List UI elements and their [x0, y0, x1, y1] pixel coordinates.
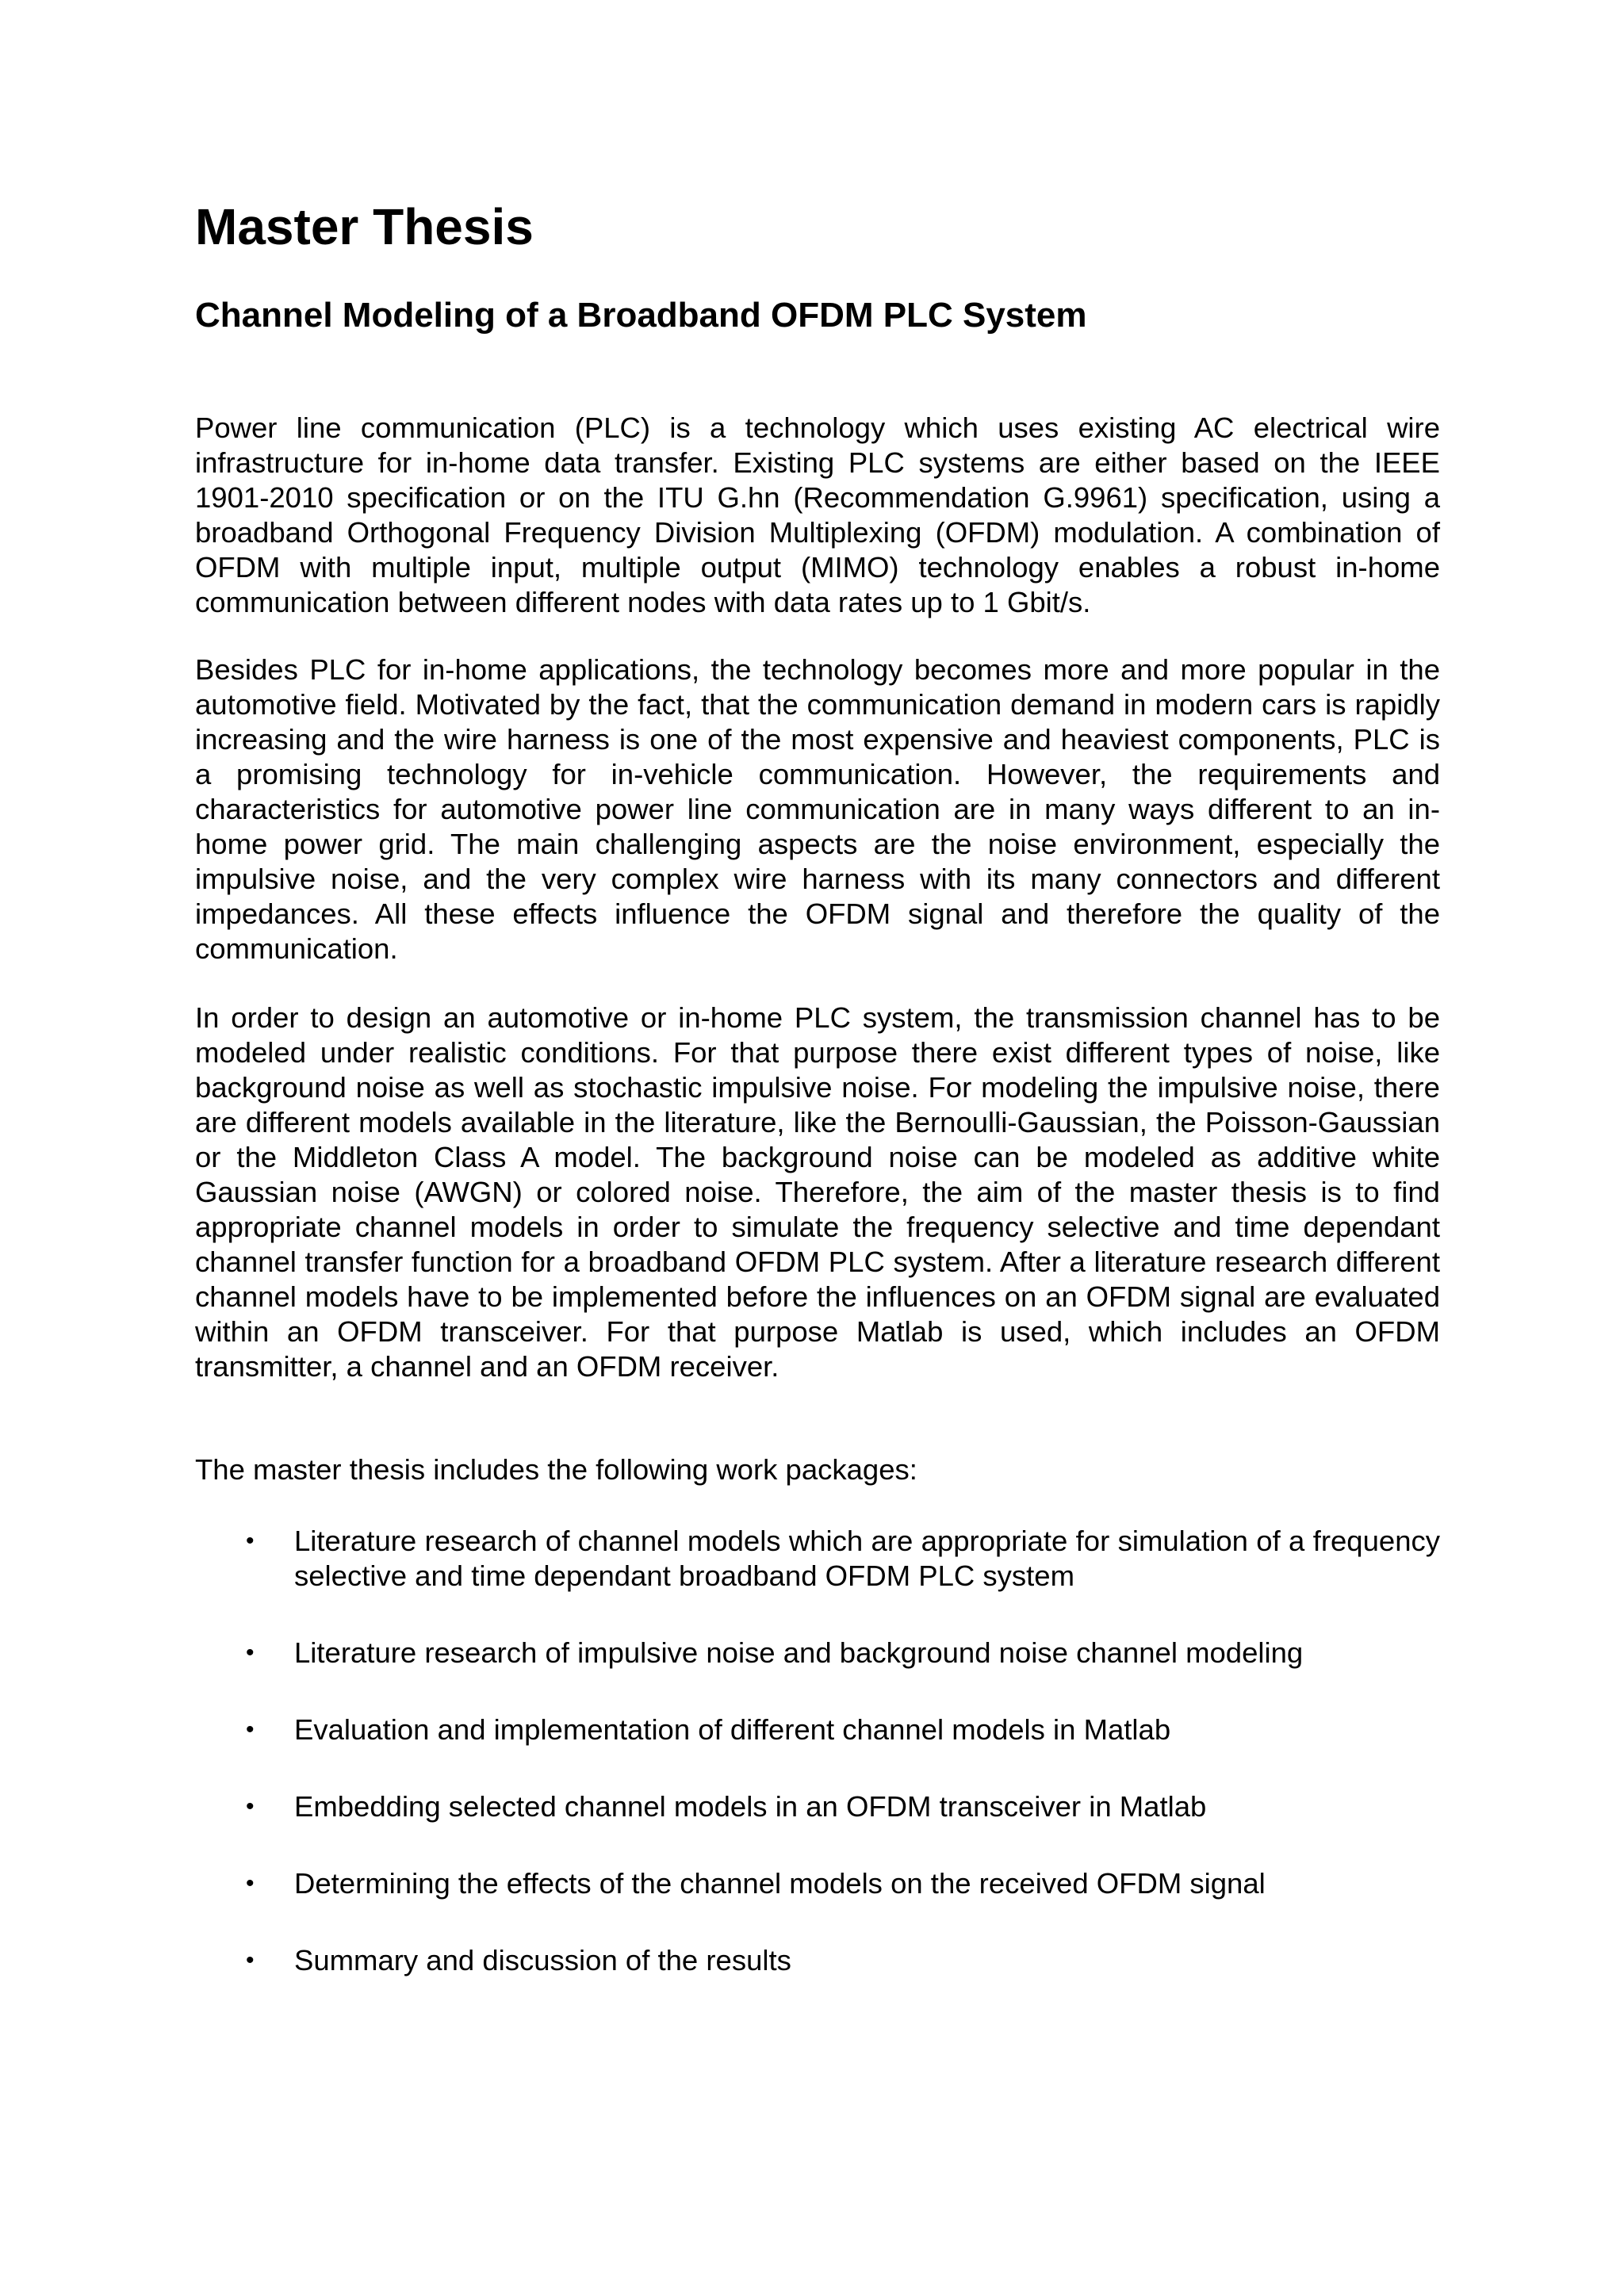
work-package-text: Literature research of impulsive noise and background noise channel modeling: [294, 1636, 1304, 1669]
bullet-icon: •: [246, 1716, 255, 1743]
page-title: Master Thesis: [195, 198, 534, 255]
list-item: [195, 1789, 1440, 1824]
bullet-icon: •: [246, 1640, 255, 1666]
work-package-text: Literature research of channel models which are appropriate for simulation of a frequency selective and time dependant broadband OFDM PLC system: [294, 1525, 1440, 1592]
paragraph-plc-intro: Power line communication (PLC) is a technology which uses existing AC electrical wire infrastructure for in-home data transfer. Existing PLC systems are either based on the IEEE 1901-2010 specification or on the ITU G.hn (Recommendation G.9961) specification, using a broadband Orthogonal Frequency Division Multiplexing (OFDM) modulation. A combination of OFDM with multiple input, multiple output (MIMO) technology enables a robust in-home communication between different nodes with data rates up to 1 Gbit/s.: [195, 411, 1440, 618]
work-package-text: Embedding selected channel models in an OFDM transceiver in Matlab: [294, 1790, 1207, 1823]
list-item: [195, 1866, 1440, 1901]
list-item: [195, 1943, 1440, 1978]
work-package-text: Summary and discussion of the results: [294, 1944, 791, 1976]
work-packages-intro: The master thesis includes the following work packages:: [195, 1453, 917, 1486]
bullet-icon: •: [246, 1528, 255, 1554]
work-packages-list: [195, 1524, 1440, 1978]
bullet-icon: •: [246, 1793, 255, 1820]
page-subtitle: Channel Modeling of a Broadband OFDM PLC System: [195, 296, 1087, 335]
list-item: [195, 1524, 1440, 1594]
paragraph-automotive-plc: Besides PLC for in-home applications, the technology becomes more and more popular in the automotive field. Motivated by the fact, that the communication demand in modern cars is rapidly increasing and the wire harness is one of the most expensive and heaviest components, PLC is a promising technology for in-vehicle communication. However, the requirements and characteristics for automotive power line communication are in many ways different to an in-home power grid. The main challenging aspects are the noise environment, especially the impulsive noise, and the very complex wire harness with its many connectors and different impedances. All these effects influence the OFDM signal and therefore the quality of the communication.: [195, 653, 1440, 965]
paragraph-channel-modeling: In order to design an automotive or in-home PLC system, the transmission channel has to be modeled under realistic conditions. For that purpose there exist different types of noise, like background noise as well as stochastic impulsive noise. For modeling the impulsive noise, there are different models available in the literature, like the Bernoulli-Gaussian, the Poisson-Gaussian or the Middleton Class A model. The background noise can be modeled as additive white Gaussian noise (AWGN) or colored noise. Therefore, the aim of the master thesis is to find appropriate channel models in order to simulate the frequency selective and time dependant channel transfer function for a broadband OFDM PLC system. After a literature research different channel models have to be implemented before the influences on an OFDM signal are evaluated within an OFDM transceiver. For that purpose Matlab is used, which includes an OFDM transmitter, a channel and an OFDM receiver.: [195, 1001, 1440, 1383]
bullet-icon: •: [246, 1870, 255, 1896]
work-package-text: Determining the effects of the channel models on the received OFDM signal: [294, 1867, 1266, 1900]
bullet-icon: •: [246, 1947, 255, 1973]
work-package-text: Evaluation and implementation of different channel models in Matlab: [294, 1713, 1171, 1746]
list-item: [195, 1636, 1440, 1670]
list-item: [195, 1712, 1440, 1747]
